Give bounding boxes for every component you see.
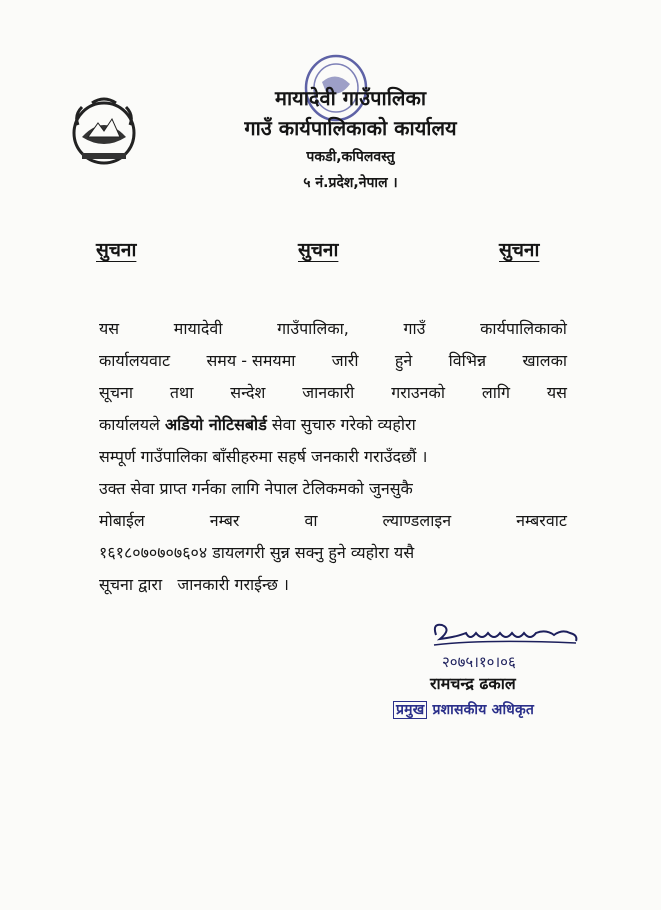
notice-body (99, 313, 567, 601)
body-line-6: उक्त सेवा प्राप्त गर्नका लागि नेपाल टेलिकमको जुनसुकै (99, 479, 413, 498)
body-line-2: कार्यालयवाट समय - समयमा जारी हुने विभिन्न खालका (99, 351, 567, 370)
signature-date: २०७५।१०।०६ (442, 653, 516, 671)
body-line-3: सूचना तथा सन्देश जानकारी गराउनको लागि यस (99, 383, 567, 402)
office-province: ५ नं.प्रदेश,नेपाल । (303, 175, 398, 191)
handwritten-signature (426, 615, 590, 675)
body-line-9: सूचना द्वारा जानकारी गराईन्छ । (99, 575, 289, 594)
signatory-name: रामचन्द्र ढकाल (430, 674, 516, 693)
body-line-7: मोबाईल नम्बर वा ल्याण्डलाइन नम्बरवाट (99, 511, 567, 530)
municipality-name: मायादेवी गाउँपालिका (274, 86, 427, 110)
notice-heading-left: सुचना (96, 239, 137, 261)
service-name: अडियो नोटिसबोर्ड (164, 415, 267, 434)
notice-heading-right: सुचना (499, 239, 540, 261)
office-name: गाउँ कार्यपालिकाको कार्यालय (244, 116, 457, 140)
body-line-4: कार्यालयले अडियो नोटिसबोर्ड सेवा सुचारु गरेको व्यहोरा (99, 415, 416, 434)
signatory-title: प्रमुख प्रशासकीय अधिकृत (393, 700, 534, 719)
notice-heading-center: सुचना (298, 239, 339, 261)
body-line-8: १६१८०७०७०७६०४ डायलगरी सुन्न सक्नु हुने व्यहोरा यसै (99, 543, 415, 562)
office-address: पकडी,कपिलवस्तु (306, 149, 395, 165)
body-line-1: यस मायादेवी गाउँपालिका, गाउँ कार्यपालिकाको (99, 319, 567, 338)
body-line-5: सम्पूर्ण गाउँपालिका बाँसीहरुमा सहर्ष जनकारी गराउँदछौं । (99, 447, 428, 466)
